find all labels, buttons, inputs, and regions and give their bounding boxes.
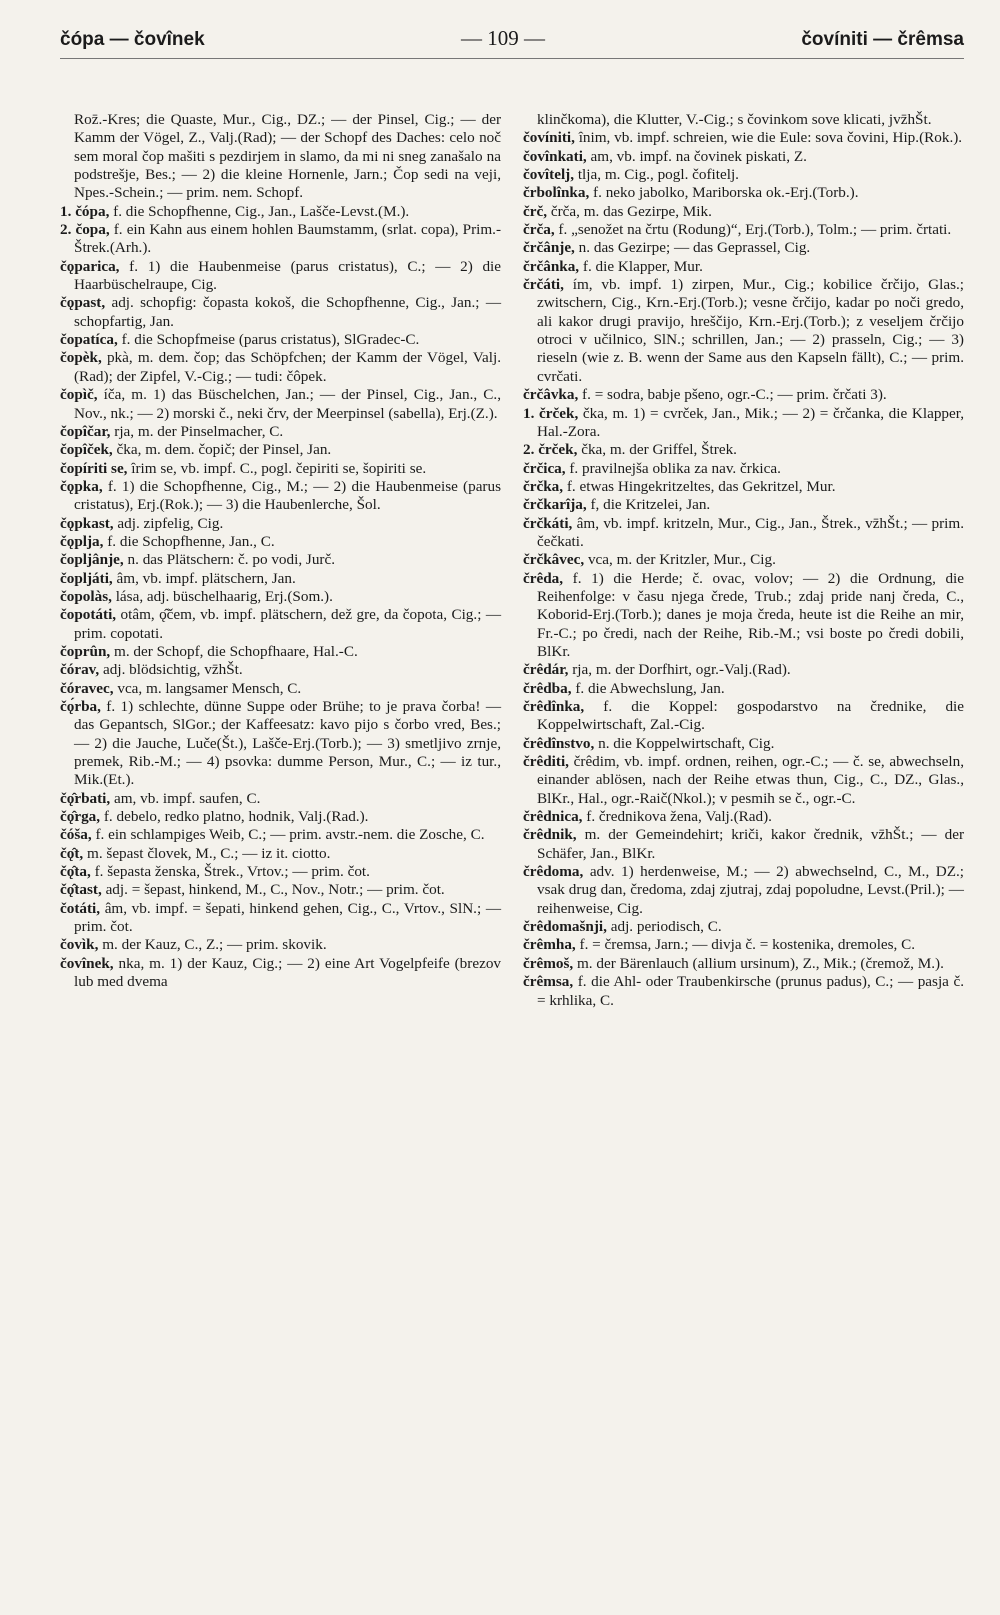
entry-headword: čǫpast,	[60, 294, 106, 312]
entry-headword: črêdba,	[523, 679, 572, 697]
entry-definition: f. 1) die Schopfhenne, Cig., M.; — 2) die Haubenmeise (parus cristatus), Erj.(Rok.); — 3) die Haubenlerche, Šol.	[74, 477, 501, 514]
dictionary-entry	[60, 826, 501, 844]
entry-headword: črčka,	[523, 477, 564, 495]
entry-headword: čopîček,	[60, 441, 113, 459]
entry-definition: f. „senožet na črtu (Rodung)“, Erj.(Torb.), Tolm.; — prim. črtati.	[558, 221, 952, 239]
entry-headword: 1. čópa,	[60, 202, 110, 220]
entry-headword: čovîtelj,	[523, 166, 575, 184]
dictionary-entry	[523, 973, 964, 1010]
dictionary-entry	[523, 936, 964, 954]
entry-definition: vca, m. langsamer Mensch, C.	[117, 679, 302, 697]
dictionary-entry	[60, 111, 501, 203]
dictionary-entry	[523, 863, 964, 918]
entry-headword: čǫ̂rbati,	[60, 789, 111, 807]
entry-headword: čopìč,	[60, 386, 98, 404]
entry-headword: čórav,	[60, 661, 100, 679]
entry-definition: f. die Schopfhenne, Jan., C.	[107, 532, 275, 550]
entry-headword: čopíriti se,	[60, 459, 128, 477]
entry-headword: čǫ̂t,	[60, 844, 84, 862]
entry-definition: f. črednikova žena, Valj.(Rad).	[586, 808, 772, 826]
entry-definition: čka, m. dem. čopič; der Pinsel, Jan.	[116, 441, 332, 459]
entry-definition: âm, vb. impf. plätschern, Jan.	[116, 569, 296, 587]
entry-definition: klinčkoma), die Klutter, V.-Cig.; s čovinkom sove klicati, jvz̄hŠt.	[537, 111, 932, 128]
dictionary-entry	[523, 955, 964, 973]
dictionary-entry	[523, 129, 964, 147]
dictionary-entry	[523, 184, 964, 202]
entry-headword: črčânka,	[523, 257, 580, 275]
dictionary-entry	[60, 478, 501, 515]
entry-headword: čopotáti,	[60, 606, 117, 624]
dictionary-entry	[523, 753, 964, 808]
entry-definition: pkà, m. dem. čop; das Schöpfchen; der Kamm der Vögel, Valj.(Rad); der Zipfel, V.-Cig.; — tudi: čôpek.	[74, 349, 501, 385]
dictionary-entry	[60, 936, 501, 954]
entry-headword: čǫpka,	[60, 477, 103, 495]
entry-headword: 2. čopa,	[60, 221, 110, 239]
dictionary-entry	[523, 515, 964, 552]
entry-headword: čóša,	[60, 826, 92, 844]
entry-headword: črêdînka,	[523, 698, 585, 715]
dictionary-entry	[523, 478, 964, 496]
dictionary-entry	[523, 496, 964, 514]
entry-headword: črčáti,	[523, 276, 564, 294]
entry-definition: adj. periodisch, C.	[610, 918, 722, 936]
entry-definition: f. = sodra, babje pšeno, ogr.-C.; — prim. črčati 3).	[582, 386, 887, 404]
dictionary-entry	[523, 698, 964, 735]
entry-definition: Roz̄.-Kres; die Quaste, Mur., Cig., DZ.; — der Pinsel, Cig.; — der Kamm der Vögel, Z., Valj.(Rad); — der Schopf des Daches: celo noč sem moral čop mašiti s pezdirjem in slamo, da mi ni sneg zanašalo na podstrešje, Bes.; — 2) die kleine Hornenle, Jarn.; Čop sedi na veji, Npes.-Schein.; — prim. nem. Schopf.	[74, 111, 501, 202]
entry-definition: m. der Kauz, C., Z.; — prim. skovik.	[102, 936, 327, 954]
dictionary-entry	[60, 258, 501, 295]
entry-headword: črêmoš,	[523, 954, 574, 972]
header-right-guide-words: čovíniti — črêmsa	[801, 29, 964, 50]
dictionary-entry	[60, 698, 501, 790]
entry-headword: čopatíca,	[60, 331, 118, 349]
entry-definition: am, vb. impf. saufen, C.	[114, 789, 261, 807]
dictionary-entry	[60, 423, 501, 441]
entry-definition: f. ein Kahn aus einem hohlen Baumstamm, (srlat. copa), Prim.-Štrek.(Arh.).	[74, 221, 502, 257]
entry-definition: čka, m. 1) = cvrček, Jan., Mik.; — 2) = črčanka, die Klapper, Hal.-Zora.	[537, 404, 964, 440]
entry-headword: čǫ̂ta,	[60, 863, 91, 881]
dictionary-entry	[523, 258, 964, 276]
dictionary-entry	[523, 735, 964, 753]
right-column	[523, 111, 964, 1010]
entry-definition: f. = čremsa, Jarn.; — divja č. = kostenika, dremoles, C.	[579, 936, 916, 954]
running-head	[60, 26, 964, 59]
dictionary-entry	[60, 221, 501, 258]
entry-definition: adj. zipfelig, Cig.	[117, 514, 224, 532]
entry-definition: lása, adj. büschelhaarig, Erj.(Som.).	[115, 587, 333, 605]
entry-headword: čotáti,	[60, 899, 101, 917]
dictionary-entry	[523, 239, 964, 257]
entry-headword: črêdnica,	[523, 808, 583, 826]
dictionary-entry	[60, 790, 501, 808]
dictionary-entry	[60, 955, 501, 992]
entry-headword: čóravec,	[60, 679, 114, 697]
entry-headword: čoprûn,	[60, 642, 111, 660]
entry-definition: f. die Ahl- oder Traubenkirsche (prunus padus), C.; — pasja č. = krhlika, C.	[537, 973, 964, 1009]
entry-headword: čǫ́rba,	[60, 698, 101, 715]
entry-definition: âm, vb. impf. = šepati, hinkend gehen, Cig., C., Vrtov., SlN.; — prim. čot.	[74, 899, 502, 936]
dictionary-entry	[523, 570, 964, 662]
dictionary-entry	[60, 588, 501, 606]
entry-definition: adv. 1) herdenweise, M.; — 2) abwechselnd, C., M., DZ.; vsak drug dan, čredoma, zdaj zjutraj, zdaj popoludne, Levst.(Pril.); — reihenweise, Cig.	[537, 863, 965, 917]
entry-definition: f, die Kritzelei, Jan.	[590, 496, 711, 514]
entry-definition: îrim se, vb. impf. C., pogl. čepiriti se, šopiriti se.	[131, 459, 427, 477]
dictionary-entry	[60, 845, 501, 863]
dictionary-entry	[60, 551, 501, 569]
dictionary-entry	[60, 460, 501, 478]
entry-headword: črêdnik,	[523, 826, 577, 844]
entry-definition: rja, m. der Dorfhirt, ogr.-Valj.(Rad).	[572, 661, 791, 679]
entry-definition: am, vb. impf. na čovinek piskati, Z.	[590, 147, 807, 165]
dictionary-entry	[60, 643, 501, 661]
dictionary-entry	[523, 203, 964, 221]
entry-definition: rja, m. der Pinselmacher, C.	[114, 422, 284, 440]
entry-headword: čopljânje,	[60, 551, 124, 569]
entry-headword: čopljáti,	[60, 569, 113, 587]
dictionary-entry	[60, 203, 501, 221]
entry-headword: čǫpkast,	[60, 514, 114, 532]
dictionary-entry	[60, 606, 501, 643]
entry-headword: črêda,	[523, 569, 564, 587]
dictionary-entry	[60, 294, 501, 331]
dictionary-entry	[60, 863, 501, 881]
entry-headword: čopèk,	[60, 349, 102, 367]
entry-definition: črêdim, vb. impf. ordnen, reihen, ogr.-C.; — č. se, abwechseln, einander ablösen, nach der Reihe etwas thun, Cig., C., DZ., Glas., BlKr., Hal., ogr.-Raič(Nkol.); v pesmih se č., ogr.-C.	[537, 753, 964, 807]
entry-headword: 2. črček,	[523, 441, 578, 459]
entry-headword: črča,	[523, 221, 555, 239]
entry-definition: f. 1) die Haubenmeise (parus cristatus), C.; — 2) die Haarbüschelraupe, Cig.	[74, 257, 501, 294]
entry-definition: f. die Koppel: gospodarstvo na črednike, die Koppelwirtschaft, Zal.-Cig.	[537, 698, 964, 734]
dictionary-entry	[523, 221, 964, 239]
entry-headword: črêmha,	[523, 936, 576, 954]
dictionary-entry	[60, 515, 501, 533]
entry-definition: čka, m. der Griffel, Štrek.	[581, 441, 737, 459]
entry-definition: f. die Schopfhenne, Cig., Jan., Lašče-Levst.(M.).	[113, 202, 410, 220]
dictionary-entry	[60, 349, 501, 386]
dictionary-entry	[60, 533, 501, 551]
page-number: — 109 —	[461, 26, 546, 50]
entry-definition: f. ein schlampiges Weib, C.; — prim. avstr.-nem. die Zosche, C.	[95, 826, 485, 844]
entry-definition: n. die Koppelwirtschaft, Cig.	[598, 734, 775, 752]
entry-headword: črčâvka,	[523, 386, 579, 404]
entry-definition: f. die Abwechslung, Jan.	[575, 679, 725, 697]
entry-definition: înim, vb. impf. schreien, wie die Eule: sova čovini, Hip.(Rok.).	[578, 129, 963, 147]
two-column-body	[60, 111, 964, 1010]
entry-definition: n. das Gezirpe; — das Geprassel, Cig.	[578, 239, 811, 257]
dictionary-entry	[60, 386, 501, 423]
entry-headword: čovìk,	[60, 936, 99, 954]
entry-headword: črčânje,	[523, 239, 575, 257]
entry-headword: črčica,	[523, 459, 566, 477]
dictionary-entry	[60, 570, 501, 588]
entry-headword: črbolînka,	[523, 184, 590, 202]
entry-headword: čopolàs,	[60, 587, 112, 605]
entry-headword: čovíniti,	[523, 129, 575, 147]
entry-definition: f. debelo, redko platno, hodnik, Valj.(Rad.).	[103, 808, 369, 826]
dictionary-entry	[523, 680, 964, 698]
dictionary-entry	[60, 900, 501, 937]
entry-definition: f. die Klapper, Mur.	[582, 257, 703, 275]
dictionary-entry	[523, 111, 964, 129]
entry-headword: čǫparica,	[60, 257, 120, 275]
entry-headword: čovînek,	[60, 954, 114, 972]
entry-headword: čǫplja,	[60, 532, 104, 550]
dictionary-entry	[60, 441, 501, 459]
entry-headword: črêdomašnji,	[523, 918, 607, 936]
entry-definition: m. der Bärenlauch (allium ursinum), Z., Mik.; (čremož, M.).	[576, 954, 944, 972]
entry-headword: črčkáti,	[523, 514, 573, 532]
dictionary-entry	[523, 276, 964, 386]
dictionary-entry	[523, 386, 964, 404]
dictionary-entry	[60, 661, 501, 679]
entry-definition: íča, m. 1) das Büschelchen, Jan.; — der Pinsel, Cig., Jan., C., Nov., nk.; — 2) morski č., neki črv, der Meerpinsel (sabella), Erj.(Z.).	[74, 386, 501, 422]
entry-headword: črč,	[523, 202, 548, 220]
entry-definition: adj. = šepast, hinkend, M., C., Nov., Notr.; — prim. čot.	[105, 881, 445, 899]
entry-headword: čopîčar,	[60, 422, 111, 440]
entry-headword: črêdînstvo,	[523, 734, 595, 752]
dictionary-entry	[523, 808, 964, 826]
entry-headword: čovînkati,	[523, 147, 587, 165]
entry-definition: f. etwas Hingekritzeltes, das Gekritzel, Mur.	[566, 477, 836, 495]
dictionary-entry	[523, 460, 964, 478]
dictionary-entry	[523, 661, 964, 679]
entry-definition: adj. blödsichtig, vz̄hŠt.	[103, 661, 243, 679]
entry-headword: črêditi,	[523, 753, 569, 771]
entry-definition: f. neko jabolko, Mariborska ok.-Erj.(Torb.).	[593, 184, 859, 202]
entry-definition: m. šepast človek, M., C.; — iz it. ciotto.	[87, 844, 331, 862]
entry-definition: f. die Schopfmeise (parus cristatus), SlGradec-C.	[121, 331, 420, 349]
dictionary-entry	[523, 405, 964, 442]
entry-headword: čǫ̂rga,	[60, 808, 101, 826]
dictionary-entry	[523, 918, 964, 936]
entry-definition: nka, m. 1) der Kauz, Cig.; — 2) eine Art Vogelpfeife (brezov lub med dvema	[74, 954, 502, 991]
entry-definition: ím, vb. impf. 1) zirpen, Mur., Cig.; kobilice črčijo, Glas.; zwitschern, Cig., Krn.-Erj.(Torb.); vesne črčijo, kadar po noči gredo, ali kakor drugi pravijo, hreščijo, Krn.-Erj.(Torb.); z veseljem črčijo otroci v učilnico, SlN.; schrillen, Jan.; — 2) prasseln, Cig.; — 3) rieseln (wie z. B. wenn der Same aus den Kapseln fällt), C.; — prim. cvrčati.	[537, 276, 964, 385]
dictionary-entry	[60, 881, 501, 899]
entry-headword: 1. črček,	[523, 404, 579, 422]
entry-definition: m. der Schopf, die Schopfhaare, Hal.-C.	[114, 642, 358, 660]
dictionary-entry	[60, 680, 501, 698]
dictionary-entry	[523, 826, 964, 863]
entry-definition: f. pravilnejša oblika za nav. črkica.	[569, 459, 781, 477]
entry-definition: f. 1) schlechte, dünne Suppe oder Brühe; to je prava čorba! — das Gepantsch, SlGor.; der Kaffeesatz: kavo pijo s čorbo vred, Bes.; — 2) die Jauche, Luče(Št.), Lašče-Erj.(Torb.); — 3) smetljivo zrnje, premek, Rib.-M.; — 4) psovka: dumme Person, Mur., C.; — iz tur., Mik.(Et.).	[74, 698, 502, 789]
entry-headword: črêdoma,	[523, 863, 584, 881]
dictionary-entry	[523, 148, 964, 166]
entry-definition: f. šepasta ženska, Štrek., Vrtov.; — prim. čot.	[94, 863, 370, 881]
header-left-guide-words: čópa — čovînek	[60, 29, 205, 50]
entry-headword: črêmsa,	[523, 973, 574, 991]
entry-definition: tlja, m. Cig., pogl. čofitelj.	[577, 166, 739, 184]
entry-headword: črêdár,	[523, 661, 569, 679]
entry-definition: m. der Gemeindehirt; kriči, kakor črednik, vz̄hŠt.; — der Schäfer, Jan., BlKr.	[537, 826, 964, 862]
entry-definition: âm, vb. impf. kritzeln, Mur., Cig., Jan., Štrek., vz̄hŠt.; — prim. čečkati.	[537, 514, 964, 550]
entry-definition: adj. schopfig: čopasta kokoš, die Schopfhenne, Cig., Jan.; — schopfartig, Jan.	[74, 294, 502, 330]
dictionary-entry	[523, 166, 964, 184]
dictionary-entry	[60, 331, 501, 349]
entry-definition: črča, m. das Gezirpe, Mik.	[550, 202, 712, 220]
entry-definition: vca, m. der Kritzler, Mur., Cig.	[587, 551, 776, 569]
entry-headword: črčkâvec,	[523, 551, 585, 569]
dictionary-entry	[523, 551, 964, 569]
entry-definition: otâm, ǫ̂čem, vb. impf. plätschern, dež gre, da čopota, Cig.; — prim. copotati.	[74, 606, 502, 642]
left-column	[60, 111, 501, 1010]
dictionary-entry	[523, 441, 964, 459]
entry-definition: f. 1) die Herde; č. ovac, volov; — 2) die Ordnung, die Reihenfolge: v času njega črede, Trub.; zdaj pride nanj čreda, C., Koborid-Erj.(Torb.); danes je moja čreda, heute ist die Reihe an mir, Fr.-C.; po čredi, nach der Reihe, Rib.-M.; vsi boste po čredi dobili, BlKr.	[537, 569, 965, 660]
dictionary-entry	[60, 808, 501, 826]
entry-headword: črčkarîja,	[523, 496, 587, 514]
entry-headword: čǫ̂tast,	[60, 881, 102, 899]
entry-definition: n. das Plätschern: č. po vodi, Jurč.	[127, 551, 336, 569]
